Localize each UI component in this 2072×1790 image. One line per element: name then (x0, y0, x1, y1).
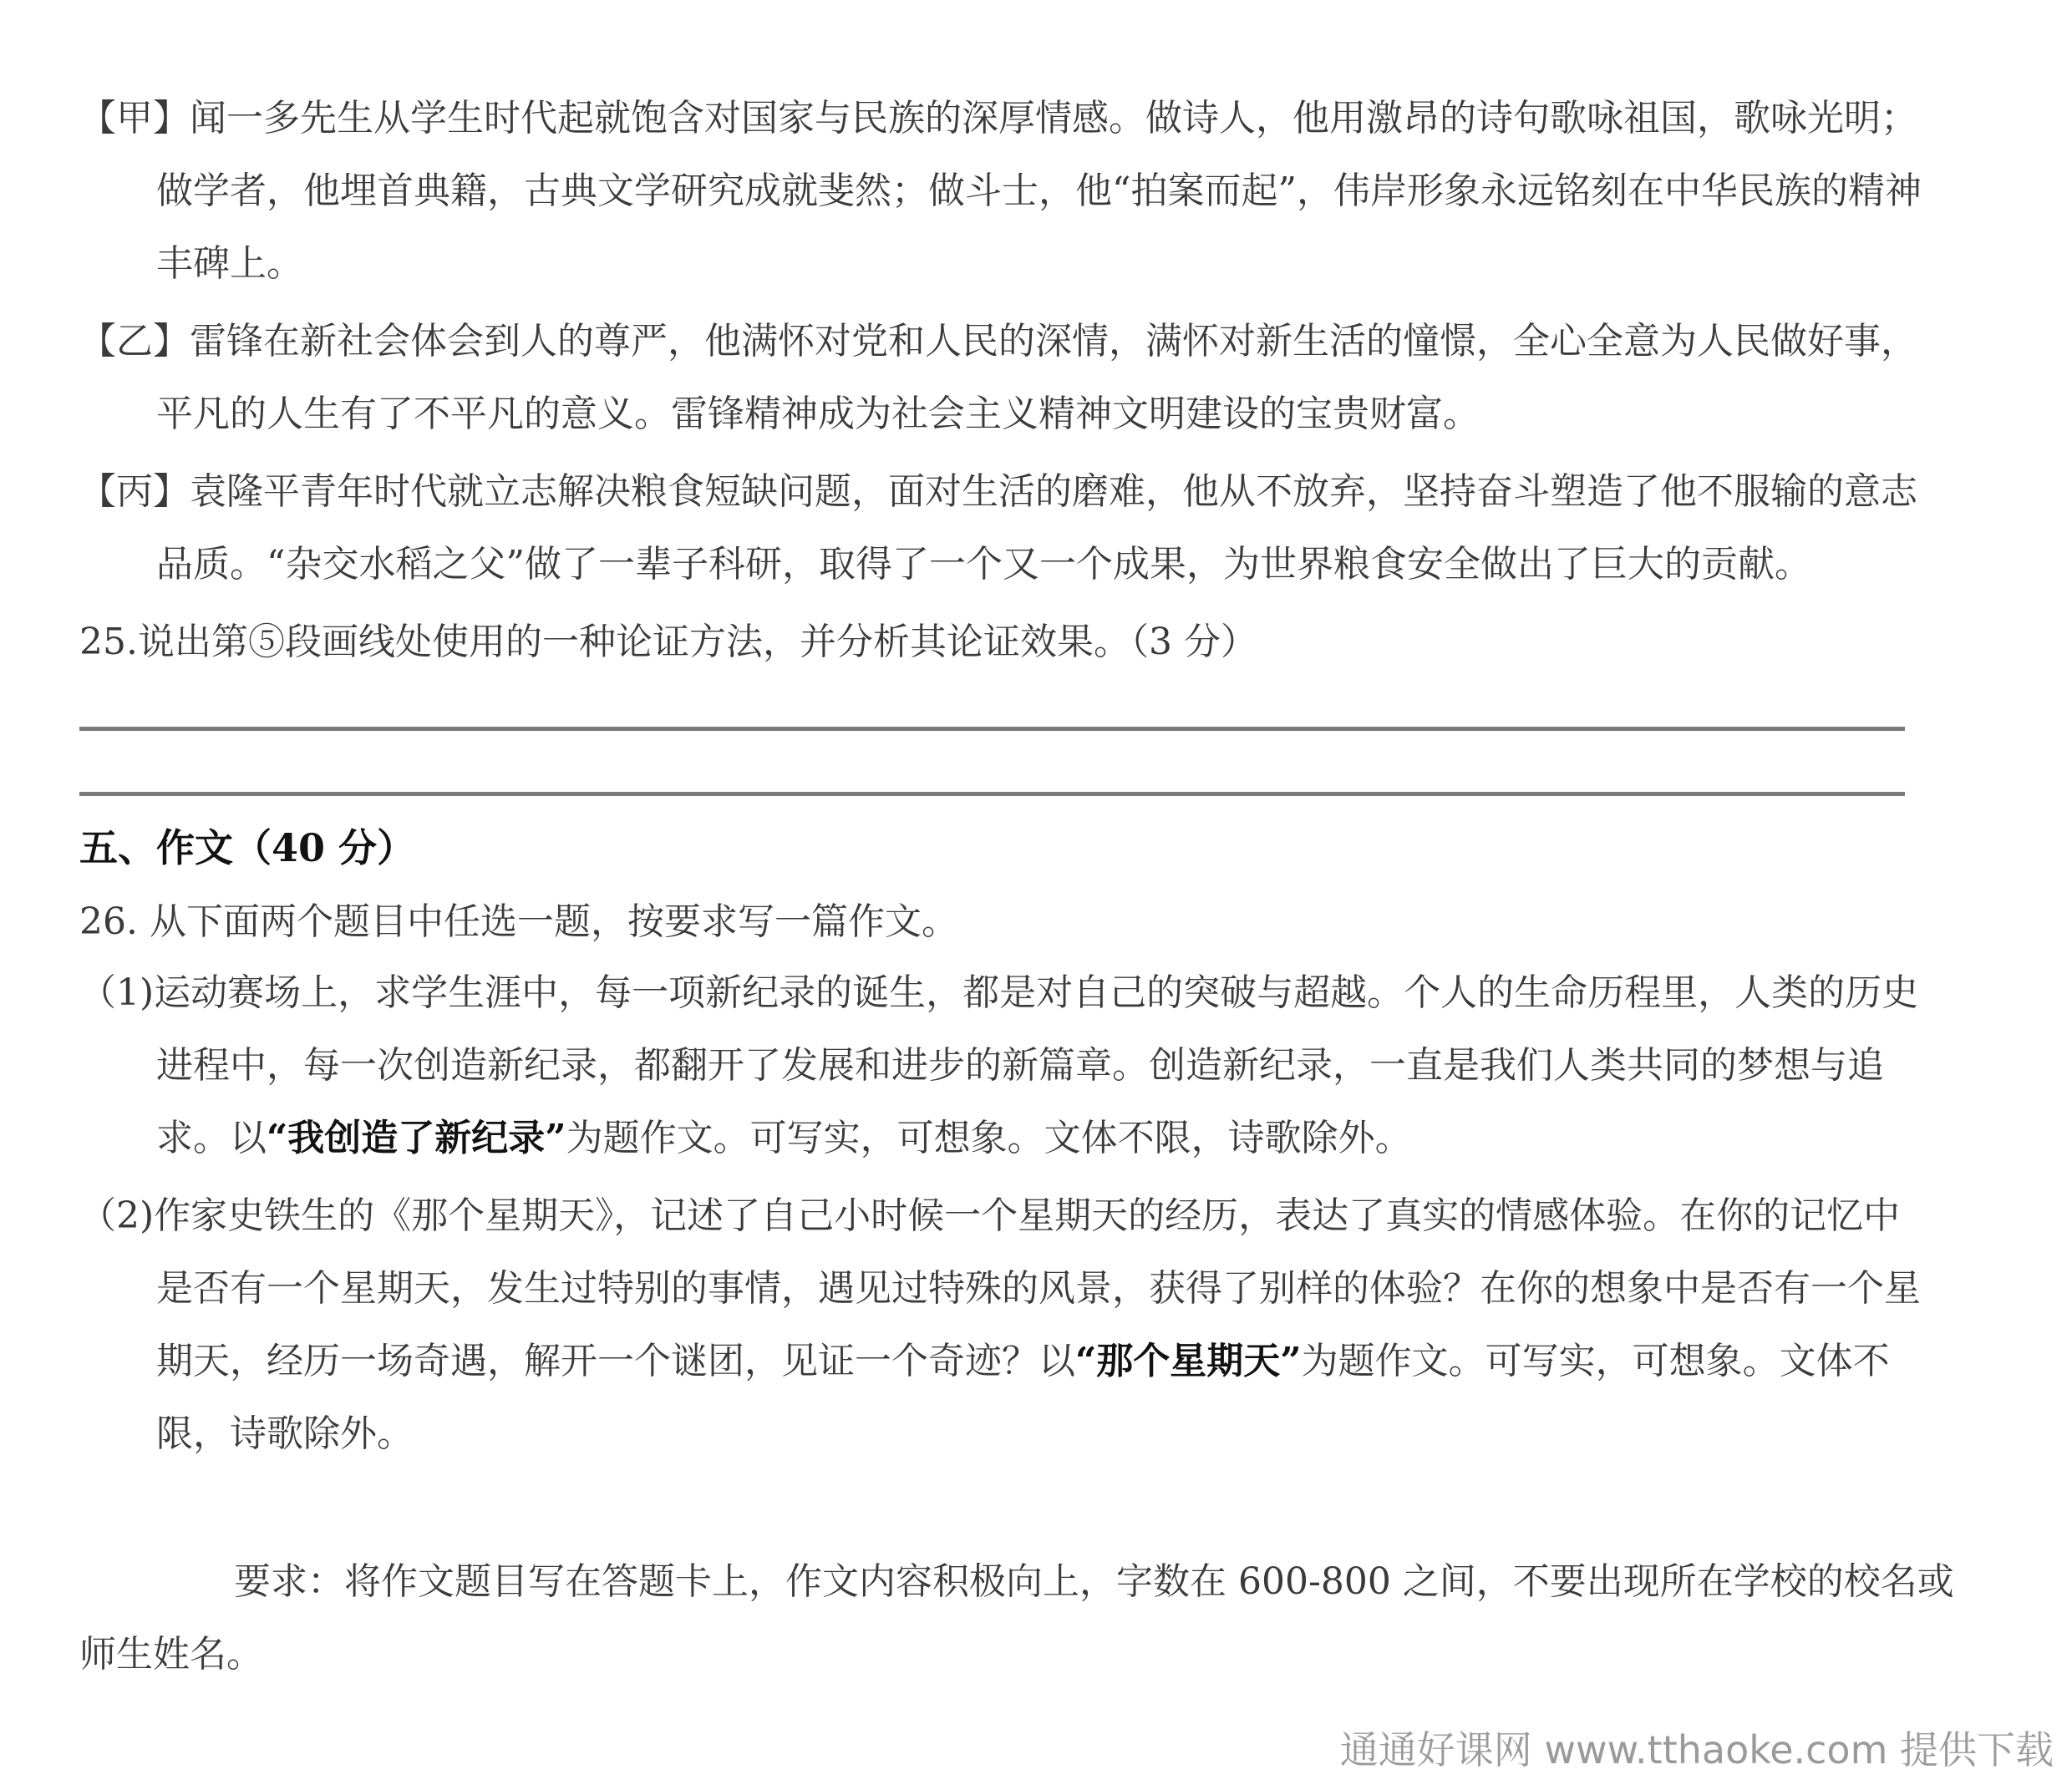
answer-line[interactable] (79, 792, 1905, 796)
option-2-line-start: 期天，经历一场奇遇，解开一个谜团，见证一个奇迹？以 (156, 1340, 1075, 1382)
passage-jia-line: 丰碑上。 (156, 242, 303, 285)
watermark: 通通好课网 www.tthaoke.com 提供下载 (1339, 1727, 2054, 1772)
question-26-option-2 (79, 1179, 2001, 1470)
option-2-title: “那个星期天” (1075, 1340, 1302, 1382)
passage-yi (79, 305, 2001, 450)
question-25 (79, 606, 2001, 678)
option-2-line: （2)作家史铁生的《那个星期天》，记述了自己小时候一个星期天的经历，表达了真实的情感体验。在你的记忆中 (79, 1194, 1901, 1237)
requirement (79, 1545, 2001, 1691)
option-2-line (79, 1325, 2001, 1397)
option-1-line-start: 求。以 (156, 1117, 267, 1159)
question-26-intro (79, 885, 2001, 958)
option-1-line-end: 为题作文。可写实，可想象。文体不限，诗歌除外。 (566, 1117, 1412, 1159)
option-1-line: （1)运动赛场上，求学生涯中，每一项新纪录的诞生，都是对自己的突破与超越。个人的生命历程里，人类的历史 (79, 971, 1919, 1014)
question-25-text: 25.说出第⑤段画线处使用的一种论证方法，并分析其论证效果。（3 分） (79, 621, 1257, 663)
passage-bing-line: 品质。“杂交水稻之父”做了一辈子科研，取得了一个又一个成果，为世界粮食安全做出了巨大的贡献。 (156, 543, 1811, 586)
requirement-line: 要求：将作文题目写在答题卡上，作文内容积极向上，字数在 600-800 之间，不要出现所在学校的校名或 (234, 1560, 1954, 1603)
passage-bing-line: 【丙】袁隆平青年时代就立志解决粮食短缺问题，面对生活的磨难，他从不放弃，坚持奋斗塑造了他不服输的意志 (79, 470, 1917, 513)
question-26-option-1 (79, 956, 2001, 1174)
question-26-intro-text: 26. 从下面两个题目中任选一题，按要求写一篇作文。 (79, 900, 958, 943)
option-2-line: 是否有一个星期天，发生过特别的事情，遇见过特殊的风景，获得了别样的体验？在你的想象中是否有一个星 (156, 1267, 1921, 1310)
answer-line[interactable] (79, 727, 1905, 731)
passage-jia-line: 【甲】闻一多先生从学生时代起就饱含对国家与民族的深厚情感。做诗人，他用激昂的诗句歌咏祖国，歌咏光明； (79, 97, 1917, 139)
option-1-line (79, 1102, 2001, 1174)
section-heading: 五、作文（40 分） (79, 825, 416, 870)
option-1-line: 进程中，每一次创造新纪录，都翻开了发展和进步的新篇章。创造新纪录，一直是我们人类共同的梦想与追 (156, 1044, 1884, 1087)
passage-jia (79, 82, 2001, 300)
passage-yi-line: 平凡的人生有了不平凡的意义。雷锋精神成为社会主义精神文明建设的宝贵财富。 (156, 393, 1480, 435)
requirement-line: 师生姓名。 (79, 1633, 263, 1676)
option-1-title: “我创造了新纪录” (267, 1117, 566, 1159)
option-2-line: 限，诗歌除外。 (156, 1412, 414, 1455)
passage-bing (79, 455, 2001, 601)
passage-yi-line: 【乙】雷锋在新社会体会到人的尊严，他满怀对党和人民的深情，满怀对新生活的憧憬，全心全意为人民做好事， (79, 320, 1917, 363)
passage-jia-line: 做学者，他埋首典籍，古典文学研究成就斐然；做斗士，他“拍案而起”，伟岸形象永远铭刻在中华民族的精神 (156, 170, 1922, 212)
option-2-line-end: 为题作文。可写实，可想象。文体不 (1301, 1340, 1890, 1382)
